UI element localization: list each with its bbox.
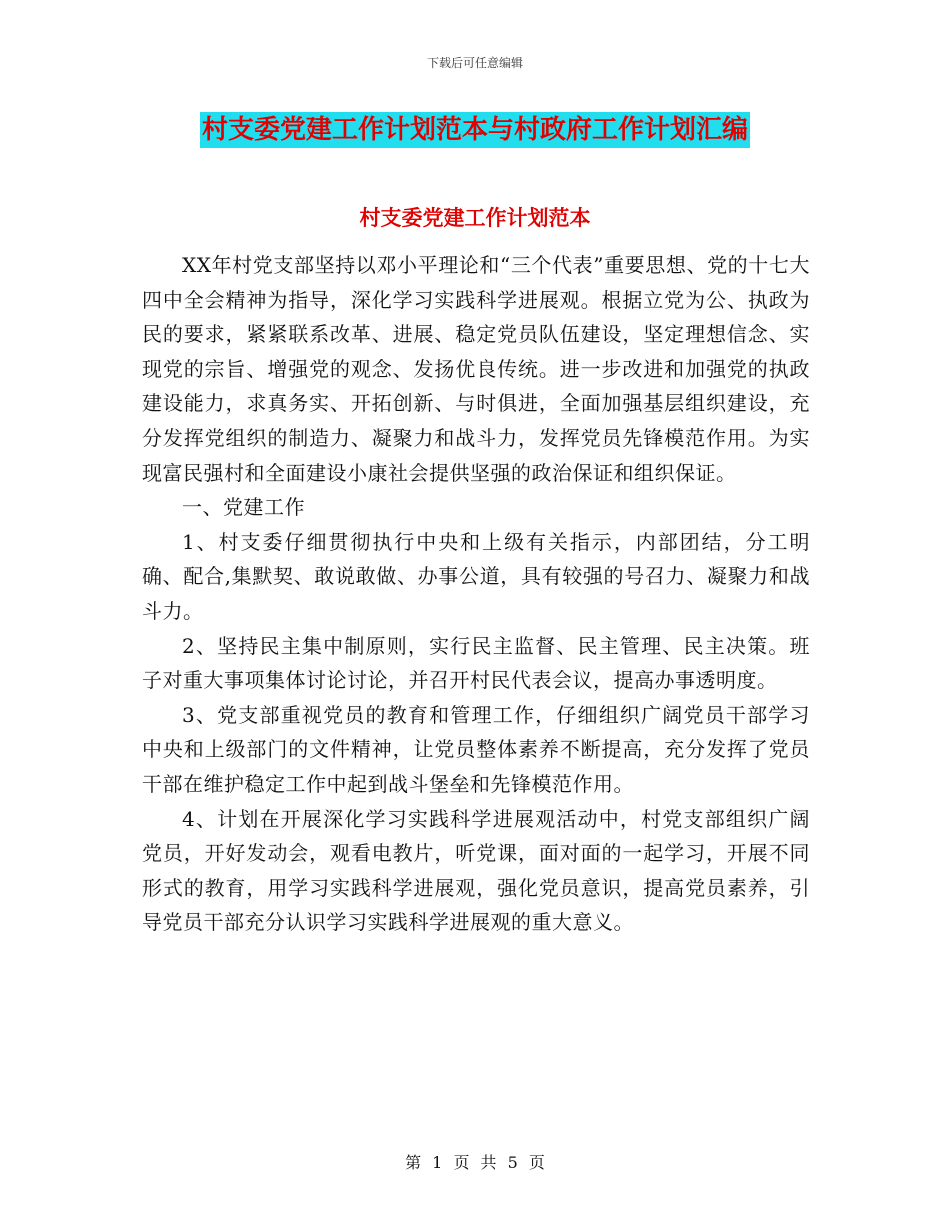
main-title-text: 村支委党建工作计划范本与村政府工作计划汇编 — [200, 112, 750, 148]
paragraph-item-2: 2、坚持民主集中制原则，实行民主监督、民主管理、民主决策。班子对重大事项集体讨论讨论，并召开村民代表会议，提高办事透明度。 — [142, 633, 810, 693]
paragraph-item-4: 4、计划在开展深化学习实践科学进展观活动中，村党支部组织广阔党员，开好发动会，观看电教片，听党课，面对面的一起学习，开展不同形式的教育，用学习实践科学进展观，强化党员意识，提高党员素养，引导党员干部充分认识学习实践科学进展观的重大意义。 — [142, 806, 810, 935]
document-main-title — [0, 112, 950, 148]
document-body — [142, 248, 810, 940]
paragraph-item-3: 3、党支部重视党员的教育和管理工作，仔细组织广阔党员干部学习中央和上级部门的文件精神，让党员整体素养不断提高，充分发挥了党员干部在维护稳定工作中起到战斗堡垒和先锋模范作用。 — [142, 702, 810, 796]
paragraph-intro: XX年村党支部坚持以邓小平理论和“三个代表”重要思想、党的十七大四中全会精神为指导，深化学习实践科学进展观。根据立党为公、执政为民的要求，紧紧联系改革、进展、稳定党员队伍建设，坚定理想信念、实现党的宗旨、增强党的观念、发扬优良传统。进一步改进和加强党的执政建设能力，求真务实、开拓创新、与时俱进，全面加强基层组织建设，充分发挥党组织的制造力、凝聚力和战斗力，发挥党员先锋模范作用。为实现富民强村和全面建设小康社会提供坚强的政治保证和组织保证。 — [142, 253, 810, 485]
page-number-footer: 第 1 页 共 5 页 — [405, 1153, 545, 1172]
paragraph-item-1: 1、村支委仔细贯彻执行中央和上级有关指示，内部团结，分工明确、配合,集默契、敢说敢做、办事公道，具有较强的号召力、凝聚力和战斗力。 — [142, 529, 810, 623]
header-note: 下载后可任意编辑 — [426, 56, 523, 70]
section-title: 村支委党建工作计划范本 — [359, 205, 591, 230]
paragraph-heading-party-building: 一、党建工作 — [182, 495, 305, 520]
